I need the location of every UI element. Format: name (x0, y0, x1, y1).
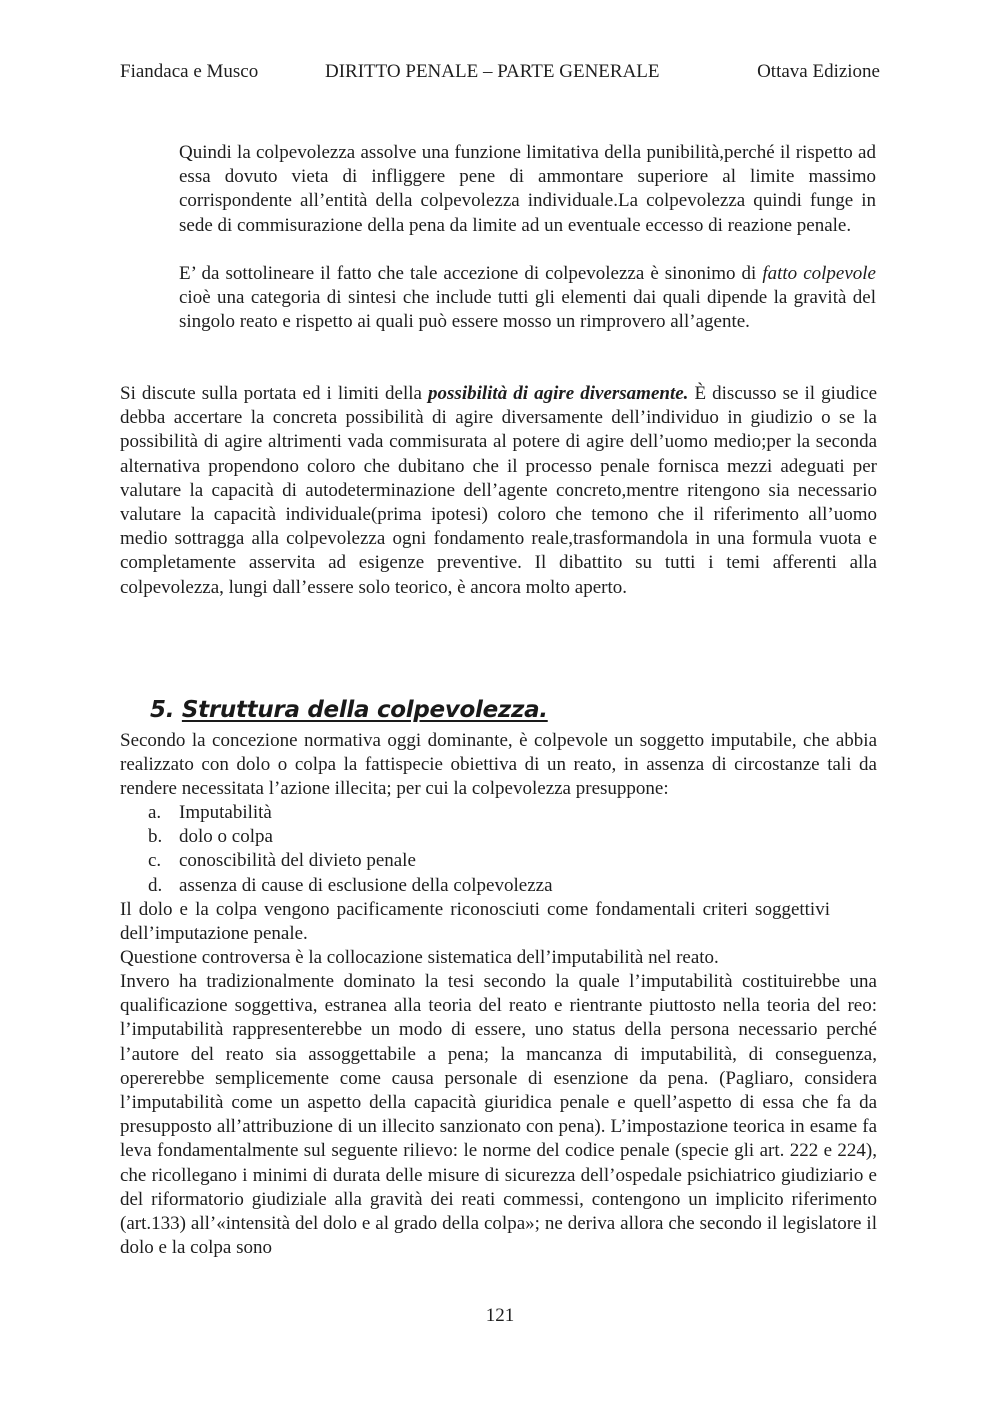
possibilita-text-after: È discusso se il giudice debba accertare la concreta possibilità di agire diversamente dell’individuo in giudizio o se la possibilità di agire altrimenti vada commisurata al potere di agire dell’uomo medio;per la seconda alternativa propendono coloro che dubitano che il processo penale fornisca mezzi adeguati per valutare la capacità di autodeterminazione dell’agente concreto,mentre ritengono sia necessario valutare la capacità individuale(prima ipotesi) coloro che temono che il riferimento all’uomo medio sottragga alla colpevolezza ogni fondamento reale,trasformandola in una formula vuota e completamente asservita ad esigenze preventive. Il dibattito su tutti i temi afferenti alla colpevolezza, lungi dall’essere solo teorico, è ancora molto aperto. (120, 383, 878, 598)
running-header (120, 61, 880, 85)
list-marker: c. (148, 850, 162, 872)
quote-p2-text-after: cioè una categoria di sintesi che include tutti gli elementi dai quali dipende la gravità del singolo reato e rispetto ai quali può essere mosso un rimprovero all’agente. (179, 287, 876, 333)
list-item-text: dolo o colpa (179, 826, 273, 848)
list-marker: b. (148, 826, 163, 848)
section-title: Struttura della colpevolezza. (181, 697, 548, 723)
questione-paragraph: Questione controversa è la collocazione sistematica dell’imputabilità nel reato. (120, 947, 719, 968)
header-authors: Fiandaca e Musco (120, 61, 259, 82)
possibilita-emphasis: possibilità di agire diversamente. (428, 383, 689, 404)
quote-paragraph-2 (179, 262, 876, 335)
list-item (148, 874, 553, 898)
section-number: 5. (150, 697, 175, 723)
imputabilita-paragraph: Invero ha tradizionalmente dominato la tesi secondo la quale l’imputabilità costituirebbe una qualificazione soggettiva, estranea alla teoria del reato e rientrante piuttosto nella teoria del reo: l’imputabilità rappresenterebbe un modo di essere, uno status della persona necessario perché l’autore del reato sia assoggettabile a pena; la mancanza di imputabilità, di conseguenza, opererebbe semplicemente come causa personale di esenzione da pena. (Pagliaro, considera l’imputabilità come un aspetto della capacità giuridica penale e quell’aspetto di essa che fa da presupposto all’attribuzione di un illecito sanzionato con pena). L’impostazione teorica in esame fa leva fondamentalmente sul seguente rilievo: le norme del codice penale (specie gli art. 222 e 224), che ricollegano i minimi di durata delle misure di sicurezza dell’ospedale psichiatrico giudiziario e del riformatorio giudiziale alla gravità dei reati commessi, contengono un implicito riferimento (art.133) all’«intensità del dolo e al grado della colpa»; ne deriva allora che secondo il legislatore il dolo e la colpa sono (120, 971, 877, 1259)
list-item-text: Imputabilità (179, 802, 272, 823)
dolo-colpa-paragraph: Il dolo e la colpa vengono pacificamente riconosciuti come fondamentali criteri soggettivi dell’imputazione penale. (120, 899, 830, 945)
intro-paragraph: Secondo la concezione normativa oggi dominante, è colpevole un soggetto imputabile, che abbia realizzato con dolo o colpa la fattispecie obiettiva di un reato, in assenza di circostanze tali da rendere necessitata l’azione illecita; per cui la colpevolezza presuppone: (120, 730, 877, 800)
header-edition: Ottava Edizione (757, 61, 880, 82)
list-item (148, 825, 553, 849)
paragraph-possibilita (120, 382, 877, 600)
list-item-text: conoscibilità del divieto penale (179, 850, 416, 872)
list-item-text: assenza di cause di esclusione della colpevolezza (179, 874, 553, 896)
list-marker: a. (148, 802, 162, 823)
list-item (148, 801, 553, 825)
quote-p2-italic-term: fatto colpevole (762, 263, 876, 284)
section-heading (150, 697, 548, 723)
page-number: 121 (485, 1305, 515, 1326)
quote-paragraph-1: Quindi la colpevolezza assolve una funzione limitativa della punibilità,perché il rispetto ad essa dovuto vieta di infliggere pene di ammontare superiore al limite massimo corrispondente all’entità della colpevolezza individuale.La colpevolezza quindi funge in sede di commisurazione della pena da limite ad un eventuale eccesso di reazione penale. (179, 142, 876, 236)
header-book-title: DIRITTO PENALE – PARTE GENERALE (325, 61, 660, 82)
list-item (148, 849, 553, 873)
requirements-list (148, 801, 553, 898)
possibilita-text-before: Si discute sulla portata ed i limiti della (120, 383, 429, 404)
quote-p2-text-before: E’ da sottolineare il fatto che tale accezione di colpevolezza è sinonimo di (179, 263, 763, 284)
list-marker: d. (148, 874, 163, 896)
